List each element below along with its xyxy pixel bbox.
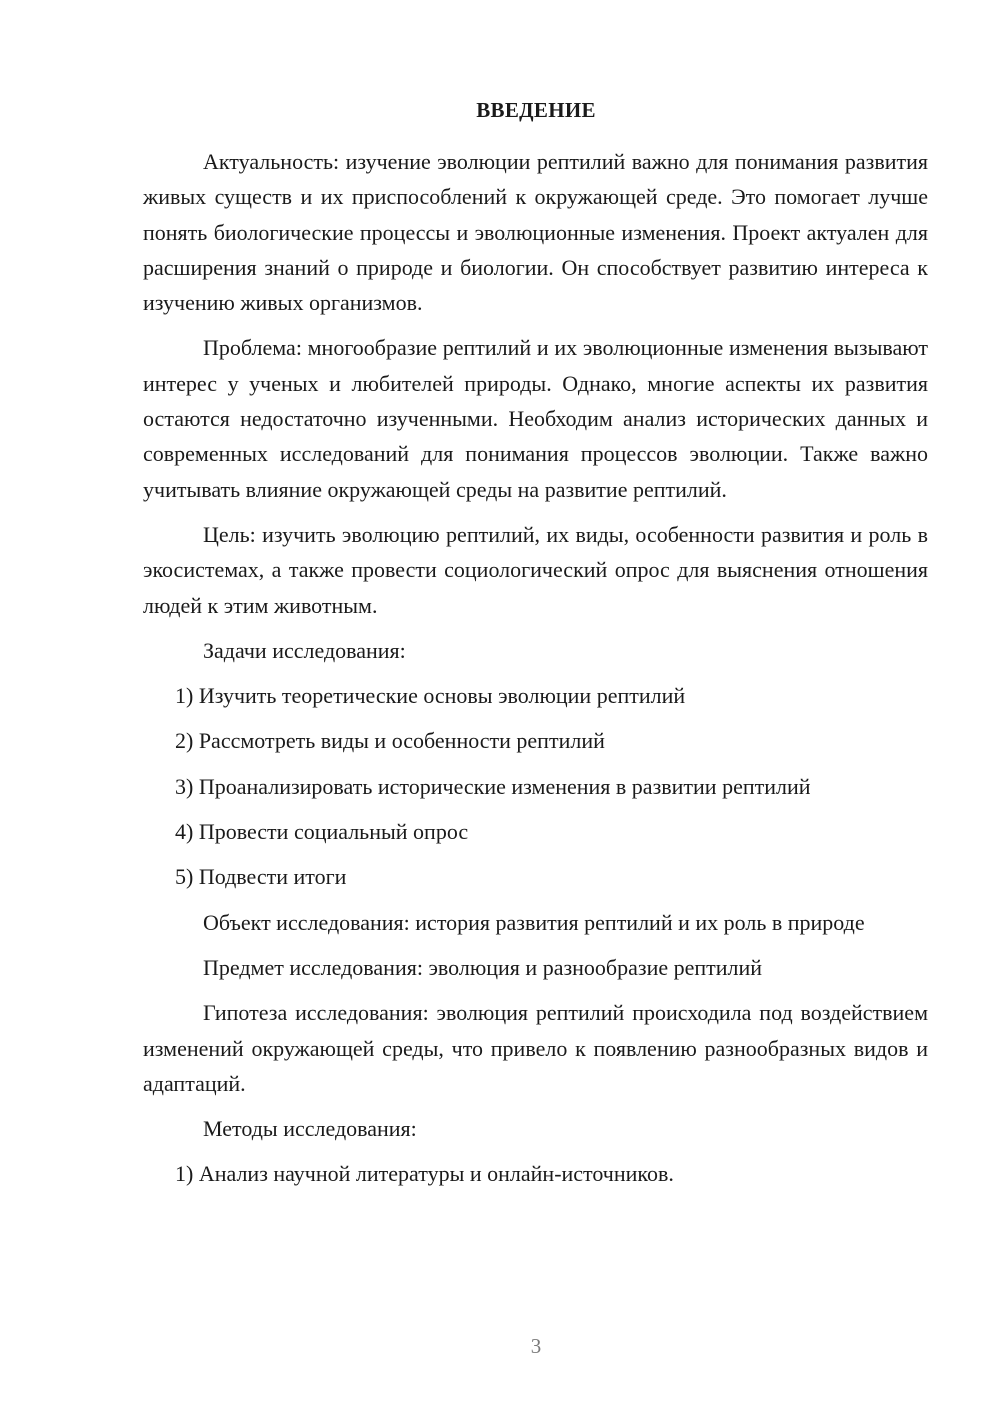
task-item: 5) Подвести итоги bbox=[175, 864, 347, 890]
relevance-paragraph: Актуальность: изучение эволюции рептилий важно для понимания развития живых существ и их приспособлений к окружающей среде. Это помогает лучше понять биологические процессы и эволюционные изменения. Проект актуален для расширения знаний о природе и биологии. Он способствует развитию интереса к изучению живых организмов. bbox=[143, 149, 928, 316]
tasks-title: Задачи исследования: bbox=[203, 637, 406, 663]
task-item: 3) Проанализировать исторические изменения в развитии рептилий bbox=[175, 773, 811, 799]
task-item: 4) Провести социальный опрос bbox=[175, 819, 469, 845]
problem-paragraph: Проблема: многообразие рептилий и их эволюционные изменения вызывают интерес у ученых и любителей природы. Однако, многие аспекты их развития остаются недостаточно изученными. Необходим анализ исторических данных и современных исследований для понимания процессов эволюции. Также важно учитывать влияние окружающей среды на развитие рептилий. bbox=[143, 335, 928, 502]
methods-title: Методы исследования: bbox=[203, 1116, 417, 1142]
goal-paragraph: Цель: изучить эволюцию рептилий, их виды, особенности развития и роль в экосистемах, а также провести социологический опрос для выяснения отношения людей к этим животным. bbox=[143, 521, 928, 618]
page-number: 3 bbox=[530, 1334, 542, 1358]
task-item: 1) Изучить теоретические основы эволюции рептилий bbox=[175, 683, 686, 709]
page-title: ВВЕДЕНИЕ bbox=[476, 98, 596, 122]
hypothesis-paragraph: Гипотеза исследования: эволюция рептилий происходила под воздействием изменений окружающей среды, что привело к появлению разнообразных видов и адаптаций. bbox=[143, 1000, 928, 1096]
subject-paragraph: Предмет исследования: эволюция и разнообразие рептилий bbox=[203, 954, 763, 980]
task-item: 2) Рассмотреть виды и особенности рептилий bbox=[175, 728, 605, 754]
object-paragraph: Объект исследования: история развития рептилий и их роль в природе bbox=[203, 909, 865, 935]
method-item: 1) Анализ научной литературы и онлайн-источников. bbox=[175, 1161, 674, 1187]
document-body bbox=[143, 144, 928, 1202]
